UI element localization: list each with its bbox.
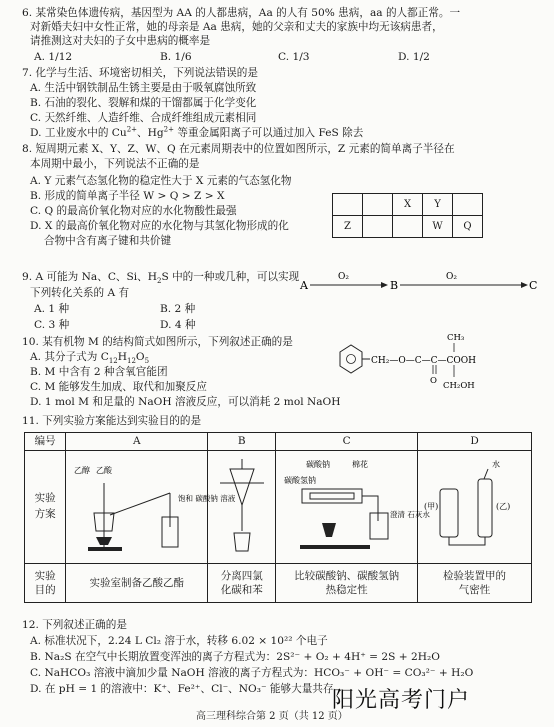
- aim-a: 实验室制备乙酸乙酯: [66, 564, 208, 603]
- water-arrow: [484, 469, 488, 479]
- grid-cell-x: X: [393, 194, 423, 216]
- arrow-head: [521, 282, 528, 288]
- struct-chain: CH₂—O—C—C—COOH: [371, 356, 476, 366]
- col-header-a: A: [66, 433, 208, 451]
- q8-option-d-cont: 合物中含有离子键和共价键: [44, 235, 172, 247]
- alcohol-lamp: [96, 537, 112, 545]
- delivery-tube: [110, 493, 170, 515]
- row-label-scheme: 实验 方案: [25, 451, 66, 564]
- row-label-aim: 实验 目的: [25, 564, 66, 603]
- ester-apparatus-figure: [70, 453, 236, 559]
- q8-option-a: A. Y 元素气态氢化物的稳定性大于 X 元素的气态氢化物: [30, 175, 292, 187]
- limewater-beaker: [370, 513, 388, 539]
- col-header: 编号: [25, 433, 66, 451]
- scheme-a: A: [300, 279, 308, 292]
- grid-cell: [333, 194, 363, 216]
- label-acetic-acid: 乙酸: [95, 465, 112, 475]
- q6-line2: 对新婚夫妇中女性正常，她的母亲是 Aa 患病，她的父亲和丈夫的家族中均无该病患者，: [30, 21, 443, 33]
- q8-line1: 8. 短周期元素 X、Y、Z、W、Q 在元素周期表中的位置如图所示，Z 元素的简单离子半径在: [22, 143, 455, 155]
- aim-b: 分离四氯 化碳和苯: [208, 564, 276, 603]
- periodic-grid: [332, 193, 483, 238]
- label-water: 水: [491, 459, 500, 469]
- alcohol-lamp: [322, 523, 336, 537]
- q12-option-d: D. 在 pH = 1 的溶液中：K⁺、Fe²⁺、Cl⁻、NO₃⁻ 能够大量共存: [30, 683, 334, 695]
- grid-cell: [393, 216, 423, 238]
- beaker: [234, 533, 250, 551]
- separatory-funnel: [230, 469, 254, 505]
- q7-option-b: B. 石油的裂化、裂解和煤的干馏都属于化学变化: [30, 97, 257, 109]
- airtightness-figure: [422, 453, 528, 559]
- experiment-table: [24, 432, 532, 603]
- q10-option-d: D. 1 mol M 和足量的 NaOH 溶液反应，可以消耗 2 mol NaOH: [30, 396, 341, 408]
- apparatus-c: [276, 451, 430, 564]
- grid-cell: [363, 194, 393, 216]
- inner-tube: [310, 493, 354, 499]
- q8-option-c: C. Q 的最高价氧化物对应的水化物酸性最强: [30, 205, 237, 217]
- q6-option-c: C. 1/3: [278, 51, 310, 63]
- q9-option-d: D. 4 种: [160, 319, 196, 331]
- q10-structure-formula: [320, 330, 535, 396]
- scheme-o2-2: O₂: [446, 272, 457, 282]
- struct-ch3: CH₃: [447, 333, 465, 343]
- stand-base: [300, 545, 370, 549]
- label-yi: (乙): [495, 501, 510, 511]
- q10-option-b: B. M 中含有 2 种含氧官能团: [30, 366, 168, 378]
- apparatus-d: [418, 451, 532, 564]
- tube-jia: [440, 489, 458, 537]
- q7-option-d: D. 工业废水中的 $Cu^{2+}$、$Hg^{2+}$ 等重金属阳离子可以通过加入 FeS 除去: [30, 125, 364, 139]
- q6-line3: 请推测这对夫妇的子女中患病的概率是: [30, 35, 211, 47]
- q10-option-c: C. M 能够发生加成、取代和加聚反应: [30, 381, 207, 393]
- q10-option-a: A. 其分子式为 $C_{12}H_{12}O_5$: [30, 351, 150, 366]
- outer-tube: [302, 489, 362, 503]
- q6-option-d: D. 1/2: [398, 51, 430, 63]
- q9-conversion-scheme: [296, 268, 536, 302]
- grid-cell-z: Z: [333, 216, 363, 238]
- label-cotton: 棉花: [351, 459, 368, 469]
- scheme-c: C: [529, 279, 538, 292]
- aim-c: 比较碳酸钠、碳酸氢钠 热稳定性: [276, 564, 418, 603]
- rubber-tube: [449, 537, 485, 545]
- grid-cell: [453, 194, 483, 216]
- label-jia: (甲): [423, 501, 438, 511]
- label-nahco3: 碳酸氢钠: [283, 475, 316, 485]
- grid-cell-y: Y: [423, 194, 453, 216]
- arrow-head: [381, 282, 388, 288]
- q7-option-a: A. 生活中钢铁制品生锈主要是由于吸氧腐蚀所致: [30, 82, 257, 94]
- grid-cell: [363, 216, 393, 238]
- q12-option-a: A. 标准状况下，2.24 L Cl₂ 溶于水，转移 6.02 × 10²² 个电子: [30, 635, 328, 647]
- q6-option-b: B. 1/6: [160, 51, 192, 63]
- q7-stem: 7. 化学与生活、环境密切相关，下列说法错误的是: [22, 67, 258, 79]
- col-header-d: D: [418, 433, 532, 451]
- scheme-b: B: [390, 279, 399, 292]
- label-sat-na2co3: 饱和 碳酸钠 溶液: [177, 493, 236, 503]
- q9-option-c: C. 3 种: [34, 319, 70, 331]
- benzene-ring: [340, 345, 362, 373]
- apparatus-a: [66, 451, 236, 564]
- label-ethanol: 乙醇: [73, 465, 90, 475]
- q10-stem: 10. 某有机物 M 的结构简式如图所示，下列叙述正确的是: [22, 336, 293, 348]
- apparatus-b: [208, 451, 276, 564]
- aim-d: 检验装置甲的 气密性: [418, 564, 532, 603]
- scheme-o2-1: O₂: [338, 272, 349, 282]
- q9-option-b: B. 2 种: [160, 303, 196, 315]
- q8-option-b: B. 形成的简单离子半径 W > Q > Z > X: [30, 190, 225, 202]
- q12-stem: 12. 下列叙述正确的是: [22, 619, 127, 631]
- q8-option-d: D. X 的最高价氧化物对应的水化物与其氢化物形成的化: [30, 220, 289, 232]
- col-header-c: C: [276, 433, 418, 451]
- q12-option-c: C. NaHCO₃ 溶液中滴加少量 NaOH 溶液的离子方程式为：HCO₃⁻ + OH⁻ = CO₃²⁻ + H₂O: [30, 667, 474, 679]
- col-header-b: B: [208, 433, 276, 451]
- q8-line2: 本周期中最小，下列说法不正确的是: [30, 158, 200, 170]
- grid-cell-q: Q: [453, 216, 483, 238]
- label-na2co3: 碳酸钠: [305, 459, 330, 469]
- benzene-inner-circle: [347, 355, 356, 364]
- q6-option-a: A. 1/12: [34, 51, 73, 63]
- separatory-funnel-figure: [212, 453, 272, 559]
- q7-option-c: C. 天然纤维、人造纤维、合成纤维组成元素相同: [30, 112, 257, 124]
- q12-option-b: B. Na₂S 在空气中长期放置变浑浊的离子方程式为：2S²⁻ + O₂ + 4H⁺ = 2S + 2H₂O: [30, 651, 440, 663]
- q11-stem: 11. 下列实验方案能达到实验目的的是: [22, 415, 202, 427]
- stand-base: [88, 547, 122, 551]
- thermal-stability-figure: [280, 453, 430, 559]
- grid-cell-w: W: [423, 216, 453, 238]
- q9-line2: 下列转化关系的 A 有: [30, 287, 130, 299]
- q6-line1: 6. 某常染色体遗传病，基因型为 AA 的人都患病，Aa 的人有 50% 患病，aa 的人都正常。一: [22, 7, 461, 19]
- struct-ch2oh: CH₂OH: [443, 381, 475, 391]
- struct-o: O: [430, 376, 437, 386]
- label-limewater: 澄清 石灰水: [389, 509, 430, 519]
- q9-line1: 9. A 可能为 Na、C、Si、$H_2S$ 中的一种或几种，可以实现: [22, 271, 300, 286]
- q9-option-a: A. 1 种: [34, 303, 70, 315]
- watermark: 阳光高考门户: [332, 688, 471, 713]
- tube-yi: [478, 479, 492, 537]
- page-footer: 高三理科综合第 2 页（共 12 页）: [196, 711, 348, 722]
